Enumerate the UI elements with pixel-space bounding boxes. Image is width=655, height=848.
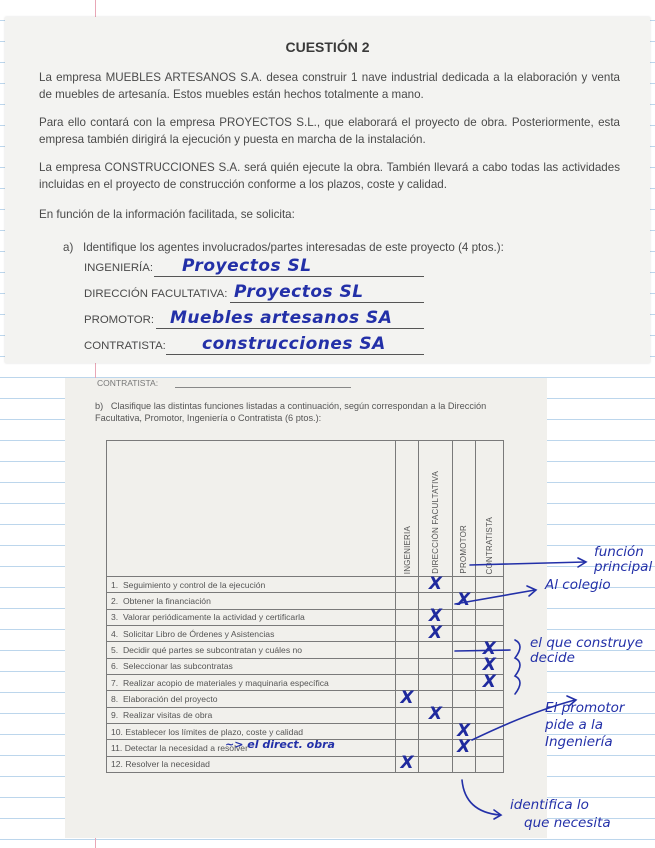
agent-label: INGENIERÍA: (84, 262, 153, 274)
task-label: 6. Seleccionar las subcontratas (107, 658, 396, 674)
task-label: 4. Solicitar Libro de Órdenes y Asistencias (107, 625, 396, 641)
column-header-promotor: PROMOTOR (452, 441, 475, 577)
column-header-contratista: CONTRATISTA (475, 441, 503, 577)
x-mark: X (457, 720, 471, 741)
column-header-direccion: DIRECCIÓN FACULTATIVA (419, 441, 453, 577)
task-label: 1. Seguimiento y control de la ejecución (107, 577, 396, 593)
x-mark: X (428, 573, 442, 594)
task-label: 5. Decidir qué partes se subcontratan y cuáles no (107, 642, 396, 658)
column-header-ingenieria: INGENIERIA (396, 441, 419, 577)
note-al-colegio: Al colegio (545, 577, 611, 593)
agent-answer: Muebles artesanos SA (170, 308, 393, 328)
x-mark: X (400, 753, 414, 774)
task-label: 8. Elaboración del proyecto (107, 691, 396, 707)
agent-label: DIRECCIÓN FACULTATIVA: (84, 288, 228, 300)
x-mark: X (457, 589, 471, 610)
task-label: 3. Valorar periódicamente la actividad y certificarla (107, 609, 396, 625)
task-label: 11. Detectar la necesidad a resolver (107, 740, 396, 756)
task-label: 9. Realizar visitas de obra (107, 707, 396, 723)
x-mark: X (482, 638, 496, 659)
x-mark: X (428, 704, 442, 725)
part-a-prompt: a) Identifique los agentes involucrados/partes interesadas de este proyecto (4 ptos.): (63, 241, 504, 254)
note-el-que-construye: el que construye decide (530, 635, 644, 666)
arrow-el-que-construye (455, 650, 510, 651)
x-mark: X (400, 687, 414, 708)
paragraph-construction: La empresa CONSTRUCCIONES S.A. será quién ejecute la obra. También llevará a cabo todas las actividades incluidas en el proyecto de construcción conforme a los plazos, coste y calidad. (39, 161, 620, 191)
agent-answer: construcciones SA (202, 334, 386, 354)
agent-answer: Proyectos SL (182, 256, 312, 276)
bracket-el-que-construye (515, 640, 520, 694)
paragraph-request: En función de la información facilitada, se solicita: (39, 208, 295, 221)
agent-label: PROMOTOR: (84, 314, 155, 326)
x-mark: X (457, 736, 471, 757)
paragraph-project: Para ello contará con la empresa PROYECTOS S.L., que elaborará el proyecto de obra. Posteriormente, esta empresa también dirigirá la ejecución y puesta en marcha de la instalación. (39, 116, 620, 146)
inline-note-direct-obra: ~> el direct. obra (225, 738, 335, 751)
task-label: 2. Obtener la financiación (107, 593, 396, 609)
x-mark: X (428, 622, 442, 643)
task-label: 10. Establecer los límites de plazo, coste y calidad (107, 723, 396, 739)
arrow-funcion-principal (470, 562, 585, 565)
agent-answer: Proyectos SL (234, 282, 364, 302)
agent-label: CONTRATISTA: (84, 340, 166, 352)
x-mark: X (482, 655, 496, 676)
x-mark: X (482, 671, 496, 692)
note-identifica: identifica lo que necesita (510, 797, 611, 831)
part-b-prompt: b) Clasifique las distintas funciones listadas a continuación, según correspondan a la Dirección Facultativa, Promotor, Ingeniería o Contratista (6 ptos.): (95, 401, 487, 423)
question-title: CUESTIÓN 2 (285, 39, 370, 55)
previous-contratista-label: CONTRATISTA: (97, 378, 159, 388)
task-label: 7. Realizar acopio de materiales y maquinaria específica (107, 674, 396, 690)
task-label: 12. Resolver la necesidad (107, 756, 396, 772)
arrow-al-colegio (455, 590, 535, 604)
paragraph-company: La empresa MUEBLES ARTESANOS S.A. desea construir 1 nave industrial dedicada a la elaboración y venta de muebles de artesanía. Estos muebles están hechos totalmente a mano. (39, 71, 620, 101)
note-funcion-principal: función principal (594, 544, 653, 575)
note-promotor-pide: El promotor pide a la Ingeniería (545, 700, 625, 750)
x-mark: X (428, 606, 442, 627)
